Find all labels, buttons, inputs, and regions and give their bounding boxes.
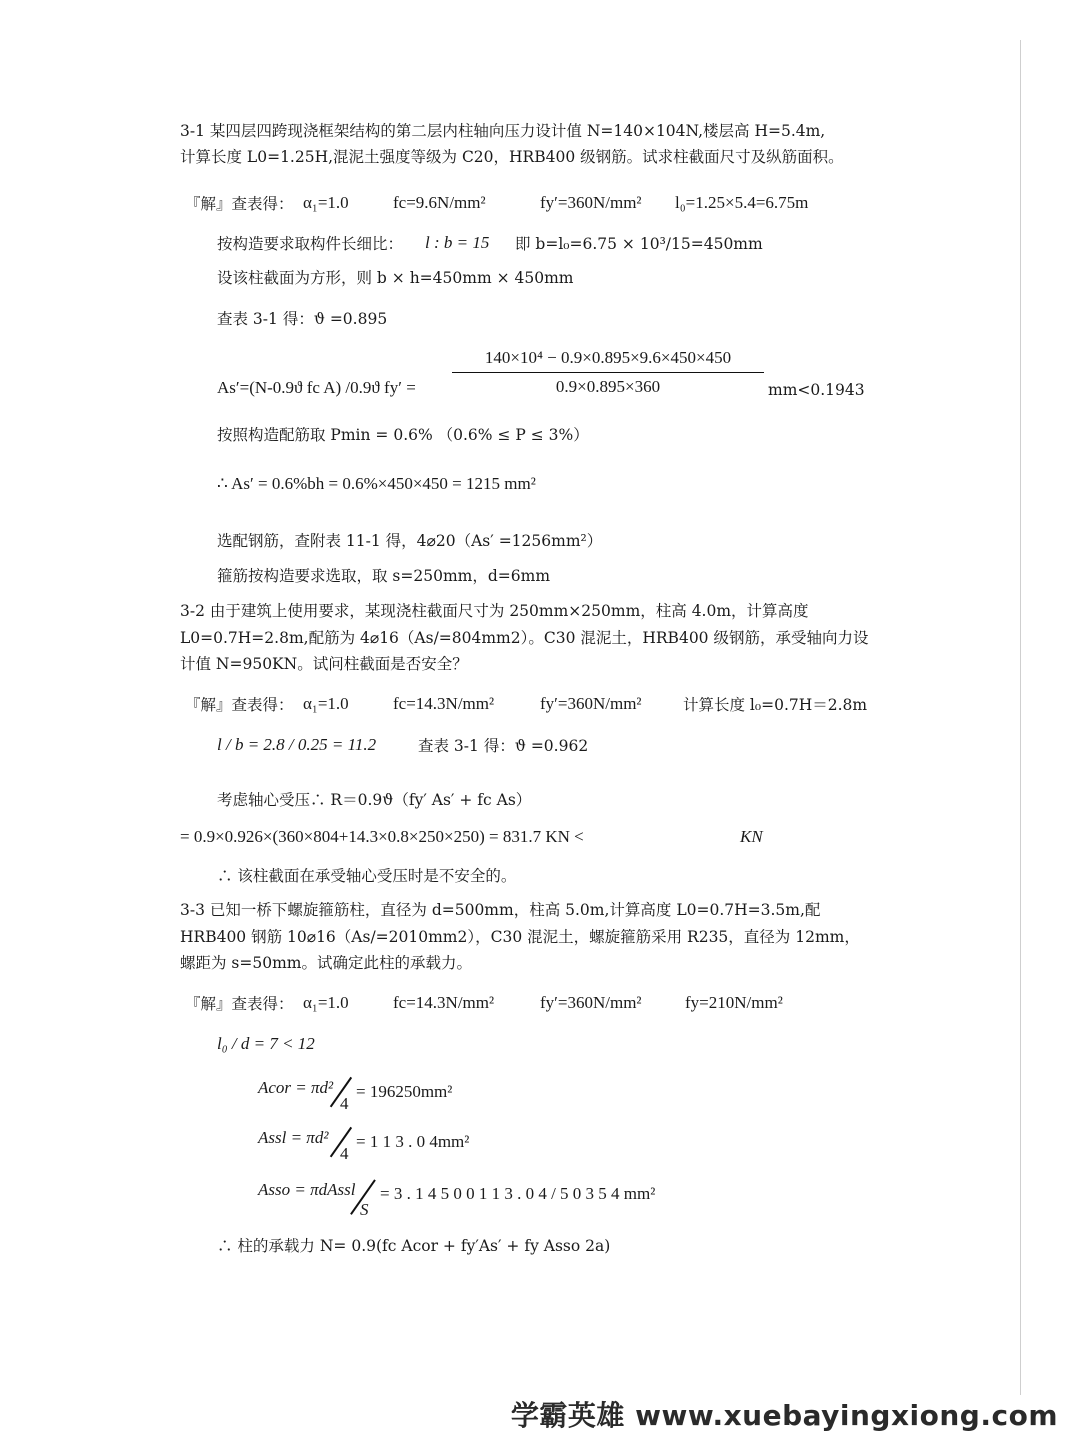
p2-l0: 计算长度 l₀=0.7H＝2.8m bbox=[683, 696, 868, 714]
p2-statement-line1: 3-2 由于建筑上使用要求，某现浇柱截面尺寸为 250mm×250mm，柱高 4.0m，计算高度 bbox=[180, 602, 809, 620]
p2-calc: = 0.9×0.926×(360×804+14.3×0.8×250×250) = 831.7 KN < bbox=[180, 827, 584, 846]
p3-fy: fy′=360N/mm² bbox=[540, 993, 642, 1012]
p1-phi: 查表 3-1 得：ϑ =0.895 bbox=[217, 310, 388, 328]
p2-alpha: α₁=1.0 bbox=[303, 694, 349, 713]
p1-as-lhs: As′=(N-0.9ϑ fc A) /0.9ϑ fy′ = bbox=[217, 378, 416, 397]
p3-fc: fc=14.3N/mm² bbox=[393, 993, 495, 1012]
p2-statement-line2: L0=0.7H=2.8m,配筋为 4⌀16（As/=804mm2）。C30 混泥土，HRB400 级钢筋，承受轴向力设 bbox=[180, 629, 869, 647]
p3-asso-den: S bbox=[360, 1200, 369, 1219]
p3-statement-line2: HRB400 钢筋 10⌀16（As/=2010mm2），C30 混泥土，螺旋箍筋采用 R235，直径为 12mm， bbox=[180, 928, 860, 946]
p1-step-slenderness: 按构造要求取构件长细比： bbox=[217, 235, 404, 253]
p1-as-min: ∴ As′ = 0.6%bh = 0.6%×450×450 = 1215 mm² bbox=[217, 474, 536, 493]
p3-solution-head: 『解』查表得： bbox=[185, 995, 294, 1013]
p1-square-section: 设该柱截面为方形，则 b × h=450mm × 450mm bbox=[217, 269, 574, 287]
p1-rebar-choice: 选配钢筋，查附表 11-1 得，4⌀20（As′ =1256mm²） bbox=[217, 532, 603, 550]
p2-solution-head: 『解』查表得： bbox=[185, 696, 294, 714]
p3-acor-den: 4 bbox=[340, 1094, 349, 1113]
p3-acor-left: Acor = πd² bbox=[258, 1078, 334, 1097]
p1-stirrup: 箍筋按构造要求选取，取 s=250mm，d=6mm bbox=[217, 567, 551, 585]
p3-fyv: fy=210N/mm² bbox=[685, 993, 783, 1012]
p1-solution-head: 『解』查表得： bbox=[185, 195, 294, 213]
p1-as-fraction bbox=[452, 348, 764, 397]
p1-slenderness-ratio: l : b = 15 bbox=[425, 233, 490, 252]
p2-fy: fy′=360N/mm² bbox=[540, 694, 642, 713]
p3-alpha: α₁=1.0 bbox=[303, 993, 349, 1012]
p1-statement-line2: 计算长度 L0=1.25H,混泥土强度等级为 C20，HRB400 级钢筋。试求柱截面尺寸及纵筋面积。 bbox=[180, 148, 844, 166]
p3-assl-left: Assl = πd² bbox=[258, 1128, 329, 1147]
p1-as-denominator: 0.9×0.895×360 bbox=[555, 377, 661, 396]
p1-as-numerator: 140×10⁴ − 0.9×0.895×9.6×450×450 bbox=[484, 348, 732, 367]
p2-statement-line3: 计值 N=950KN。试问柱截面是否安全？ bbox=[180, 655, 468, 673]
p2-resistance: 考虑轴心受压∴ R＝0.9ϑ（fy′ As′ + fc As） bbox=[217, 791, 532, 809]
p2-calc-tail: KN bbox=[740, 827, 763, 846]
p3-asso-right: = 3 . 1 4 5 0 0 1 1 3 . 0 4 / 5 0 3 5 4 mm² bbox=[380, 1184, 656, 1203]
p2-phi: 查表 3-1 得：ϑ =0.962 bbox=[418, 737, 589, 755]
p1-width-calc: 即 b=l₀=6.75 × 10³/15=450mm bbox=[515, 235, 763, 253]
p1-alpha: α₁=1.0 bbox=[303, 193, 349, 212]
site-watermark: 学霸英雄 www.xuebayingxiong.com bbox=[510, 1399, 1058, 1432]
p3-assl-den: 4 bbox=[340, 1144, 349, 1163]
p1-fc: fc=9.6N/mm² bbox=[393, 193, 486, 212]
page-edge-line bbox=[1020, 40, 1021, 1395]
p1-fy: fy′=360N/mm² bbox=[540, 193, 642, 212]
p3-acor-right: = 196250mm² bbox=[356, 1082, 453, 1101]
p2-lb-ratio: l / b = 2.8 / 0.25 = 11.2 bbox=[217, 735, 377, 754]
p3-ld-ratio: l₀ / d = 7 < 12 bbox=[217, 1034, 315, 1053]
p2-fc: fc=14.3N/mm² bbox=[393, 694, 495, 713]
p3-statement-line3: 螺距为 s=50mm。试确定此柱的承载力。 bbox=[180, 954, 472, 972]
p1-l0: l₀=1.25×5.4=6.75m bbox=[675, 193, 809, 212]
p1-pmin: 按照构造配筋取 Pmin = 0.6% （0.6% ≤ P ≤ 3%） bbox=[217, 426, 589, 444]
p1-statement-line1: 3-1 某四层四跨现浇框架结构的第二层内柱轴向压力设计值 N=140×104N,楼层高 H=5.4m, bbox=[180, 122, 826, 140]
p3-asso-left: Asso = πdAssl bbox=[258, 1180, 356, 1199]
p1-as-tail: mm<0.1943 bbox=[768, 381, 865, 399]
p2-conclusion: ∴ 该柱截面在承受轴心受压时是不安全的。 bbox=[217, 867, 517, 885]
p3-assl-right: = 1 1 3 . 0 4mm² bbox=[356, 1132, 470, 1151]
p3-capacity: ∴ 柱的承载力 N= 0.9(fc Acor + fy′As′ + fy Asso 2a) bbox=[217, 1237, 611, 1255]
p3-statement-line1: 3-3 已知一桥下螺旋箍筋柱，直径为 d=500mm，柱高 5.0m,计算高度 L0=0.7H=3.5m,配 bbox=[180, 901, 821, 919]
